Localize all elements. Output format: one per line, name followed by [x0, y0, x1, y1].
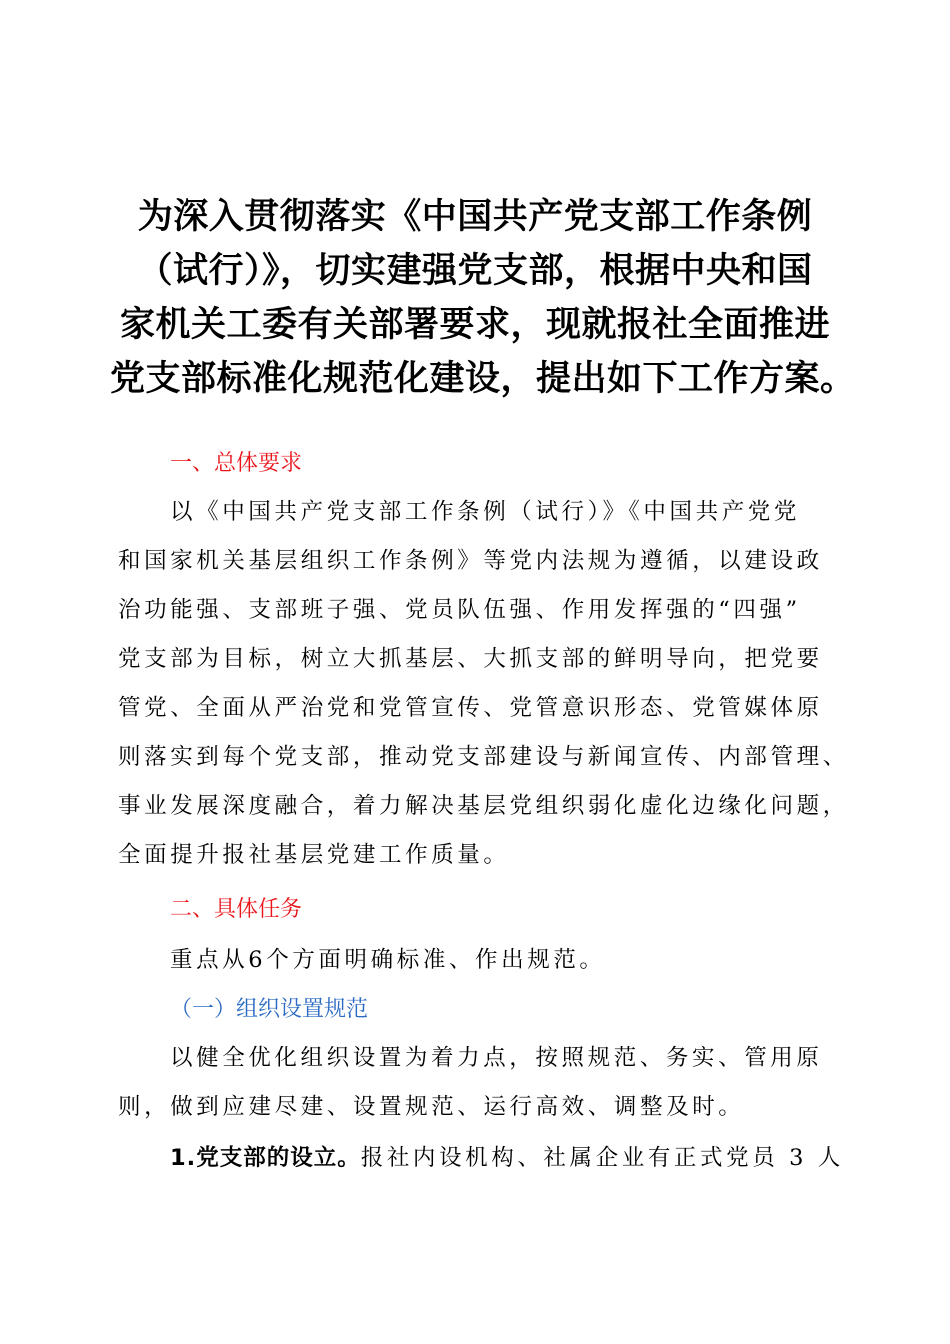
item-party-branch-establishment — [170, 1143, 844, 1173]
section-heading-specific-tasks: 二、具体任务 — [170, 897, 303, 922]
paragraph-line: 党支部为目标，树立大抓基层、大抓支部的鲜明导向，把党要 — [118, 646, 823, 672]
paragraph-line: 全面提升报社基层党建工作质量。 — [118, 842, 510, 868]
paragraph-line: 以《中国共产党支部工作条例（试行）》《中国共产党党 — [170, 499, 801, 525]
title-line: 家机关工委有关部署要求，现就报社全面推进 — [119, 305, 830, 345]
paragraph-line: 治功能强、支部班子强、党员队伍强、作用发挥强的“四强” — [118, 597, 801, 623]
title-line: 党支部标准化规范化建设，提出如下工作方案。 — [110, 359, 856, 399]
title-line: 为深入贯彻落实《中国共产党支部工作条例 — [137, 197, 813, 237]
section2-intro: 重点从6个方面明确标准、作出规范。 — [170, 947, 606, 973]
subsection1-paragraph — [118, 1043, 838, 1141]
paragraph-line: 以健全优化组织设置为着力点，按照规范、务实、管用原 — [170, 1045, 823, 1071]
item-text: 报社内设机构、社属企业有正式党员 3 人 — [360, 1145, 844, 1171]
title-line: （试行）》，切实建强党支部，根据中央和国 — [137, 251, 813, 291]
document-title — [110, 190, 856, 406]
paragraph-line: 则落实到每个党支部，推动党支部建设与新闻宣传、内部管理、 — [118, 744, 849, 770]
subsection-heading-organization: （一）组织设置规范 — [170, 997, 369, 1022]
item-bold-lead: 1.党支部的设立。 — [170, 1145, 361, 1171]
section-heading-general-requirements: 一、总体要求 — [170, 451, 303, 476]
paragraph-line: 和国家机关基层组织工作条例》等党内法规为遵循，以建设政 — [118, 548, 823, 574]
paragraph-line: 则，做到应建尽建、设置规范、运行高效、调整及时。 — [118, 1094, 745, 1120]
section1-paragraph — [118, 497, 849, 889]
paragraph-line: 管党、全面从严治党和党管宣传、党管意识形态、党管媒体原 — [118, 695, 823, 721]
paragraph-line: 事业发展深度融合，着力解决基层党组织弱化虚化边缘化问题， — [118, 793, 849, 819]
